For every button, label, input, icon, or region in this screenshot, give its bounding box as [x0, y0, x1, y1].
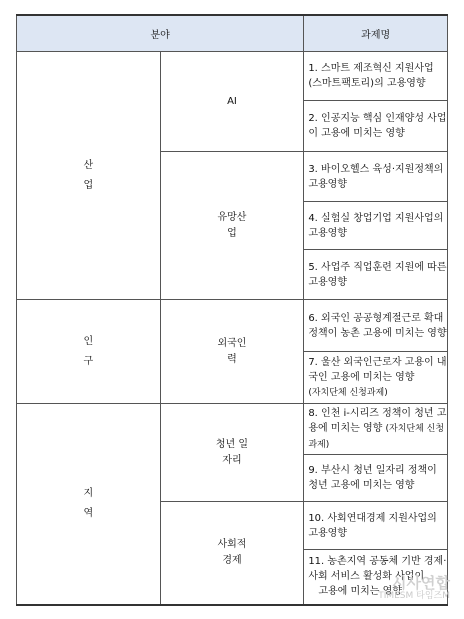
watermark-line: TIMESM 타임즈M	[378, 591, 450, 601]
task-11: 11. 농촌지역 공동체 기반 경제·사회 서비스 활성화 사업이 고용에 미치는 영향	[304, 550, 448, 605]
task-table	[16, 14, 448, 606]
table-row	[17, 52, 448, 101]
task-2: 2. 인공지능 핵심 인재양성 사업이 고용에 미치는 영향	[304, 101, 448, 152]
watermark-brand: 시사연합	[392, 574, 450, 592]
category-population: 인 구	[17, 300, 161, 404]
task-7: 7. 울산 외국인근로자 고용이 내국인 고용에 미치는 영향 (자치단체 신청과제)	[304, 352, 448, 404]
header-field: 분야	[17, 15, 304, 52]
table-row	[17, 300, 448, 352]
category-region: 지 역	[17, 404, 161, 605]
watermark	[290, 574, 450, 607]
header-task: 과제명	[304, 15, 448, 52]
subcategory-foreign: 외국인 력	[160, 300, 304, 404]
task-6: 6. 외국인 공공형계절근로 확대 정책이 농촌 고용에 미치는 영향	[304, 300, 448, 352]
task-3: 3. 바이오헬스 육성·지원정책의 고용영향	[304, 152, 448, 202]
task-7-note: (자치단체 신청과제)	[308, 387, 388, 398]
subcategory-ai: AI	[160, 52, 304, 152]
task-10: 10. 사회연대경제 지원사업의 고용영향	[304, 502, 448, 550]
task-8-note: (자치단체 신청과제)	[308, 423, 445, 450]
subcategory-youth: 청년 일 자리	[160, 404, 304, 502]
table-row	[17, 404, 448, 455]
category-industry: 산 업	[17, 52, 161, 300]
header-row	[17, 15, 448, 52]
subcategory-social: 사회적 경제	[160, 502, 304, 605]
task-4: 4. 실험실 창업기업 지원사업의 고용영향	[304, 202, 448, 250]
task-5: 5. 사업주 직업훈련 지원에 따른 고용영향	[304, 250, 448, 300]
task-9: 9. 부산시 청년 일자리 정책이 청년 고용에 미치는 영향	[304, 455, 448, 502]
task-8: 8. 인천 i-시리즈 정책이 청년 고용에 미치는 영향 (자치단체 신청과제)	[304, 404, 448, 455]
subcategory-promising: 유망산 업	[160, 152, 304, 300]
task-1: 1. 스마트 제조혁신 지원사업(스마트팩토리)의 고용영향	[304, 52, 448, 101]
